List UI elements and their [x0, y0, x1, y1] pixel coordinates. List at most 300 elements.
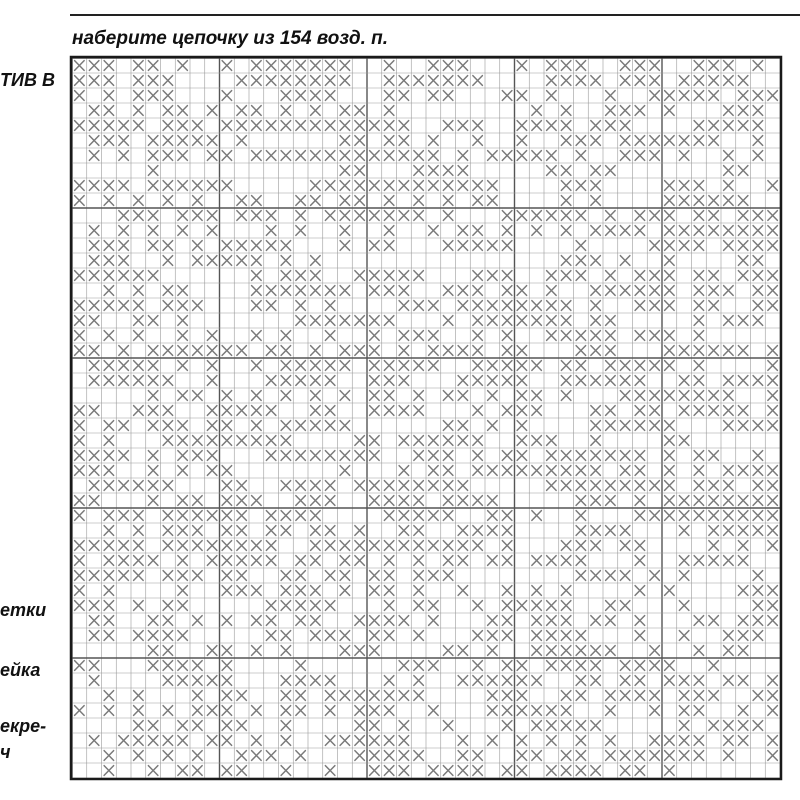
filled-cell-cross — [429, 661, 439, 671]
filled-cell-cross — [178, 571, 188, 581]
filled-cell-cross — [576, 481, 586, 491]
filled-cell-cross — [148, 316, 158, 326]
filled-cell-cross — [738, 676, 748, 686]
filled-cell-cross — [222, 616, 232, 626]
chart-instruction-heading: наберите цепочку из 154 возд. п. — [72, 28, 389, 49]
filled-cell-cross — [104, 466, 114, 476]
filled-cell-cross — [576, 631, 586, 641]
filled-cell-cross — [650, 271, 660, 281]
filled-cell-cross — [738, 226, 748, 236]
filled-cell-cross — [311, 586, 321, 596]
filled-cell-cross — [311, 256, 321, 266]
filled-cell-cross — [635, 766, 645, 776]
filled-cell-cross — [207, 646, 217, 656]
filled-cell-cross — [370, 541, 380, 551]
filled-cell-cross — [768, 211, 778, 221]
filled-cell-cross — [148, 721, 158, 731]
filled-cell-cross — [561, 61, 571, 71]
filled-cell-cross — [709, 226, 719, 236]
filled-cell-cross — [709, 91, 719, 101]
filled-cell-cross — [89, 316, 99, 326]
filled-cell-cross — [193, 661, 203, 671]
filled-cell-cross — [207, 151, 217, 161]
filled-cell-cross — [532, 721, 542, 731]
filled-cell-cross — [458, 556, 468, 566]
filled-cell-cross — [370, 331, 380, 341]
filled-cell-cross — [576, 526, 586, 536]
filled-cell-cross — [340, 466, 350, 476]
filled-cell-cross — [104, 286, 114, 296]
filled-cell-cross — [738, 106, 748, 116]
filled-cell-cross — [193, 211, 203, 221]
filled-cell-cross — [679, 226, 689, 236]
filled-cell-cross — [148, 766, 158, 776]
filled-cell-cross — [370, 616, 380, 626]
filled-cell-cross — [635, 616, 645, 626]
filled-cell-cross — [340, 586, 350, 596]
filled-cell-cross — [178, 286, 188, 296]
filled-cell-cross — [694, 376, 704, 386]
filled-cell-cross — [502, 706, 512, 716]
filled-cell-cross — [724, 376, 734, 386]
filled-cell-cross — [576, 181, 586, 191]
filled-cell-cross — [193, 691, 203, 701]
filled-cell-cross — [178, 106, 188, 116]
filled-cell-cross — [443, 421, 453, 431]
filled-cell-cross — [443, 286, 453, 296]
filled-cell-cross — [75, 706, 85, 716]
filled-cell-cross — [665, 361, 675, 371]
filled-cell-cross — [281, 151, 291, 161]
filled-cell-cross — [547, 706, 557, 716]
filled-cell-cross — [178, 361, 188, 371]
filled-cell-cross — [620, 61, 630, 71]
filled-cell-cross — [709, 721, 719, 731]
filled-cell-cross — [768, 601, 778, 611]
filled-cell-cross — [207, 361, 217, 371]
filled-cell-cross — [148, 661, 158, 671]
filled-cell-cross — [768, 706, 778, 716]
filled-cell-cross — [635, 556, 645, 566]
filled-cell-cross — [104, 571, 114, 581]
filled-cell-cross — [576, 691, 586, 701]
filled-cell-cross — [89, 571, 99, 581]
filled-cell-cross — [429, 181, 439, 191]
filled-cell-cross — [325, 451, 335, 461]
filled-cell-cross — [340, 76, 350, 86]
filled-cell-cross — [384, 181, 394, 191]
filled-cell-cross — [443, 511, 453, 521]
filled-cell-cross — [458, 541, 468, 551]
filled-cell-cross — [679, 556, 689, 566]
filled-cell-cross — [768, 751, 778, 761]
filled-cell-cross — [635, 331, 645, 341]
filled-cell-cross — [547, 661, 557, 671]
filled-cell-cross — [576, 271, 586, 281]
filled-cell-cross — [75, 556, 85, 566]
filled-cell-cross — [134, 196, 144, 206]
filled-cell-cross — [296, 61, 306, 71]
filled-cell-cross — [635, 136, 645, 146]
filled-cell-cross — [281, 526, 291, 536]
filled-cell-cross — [753, 226, 763, 236]
filled-cell-cross — [281, 256, 291, 266]
filled-cell-cross — [709, 286, 719, 296]
filled-cell-cross — [384, 736, 394, 746]
filled-cell-cross — [148, 241, 158, 251]
filled-cell-cross — [532, 106, 542, 116]
filled-cell-cross — [178, 661, 188, 671]
filled-cell-cross — [414, 211, 424, 221]
filled-cell-cross — [768, 241, 778, 251]
filled-cell-cross — [665, 586, 675, 596]
filled-cell-cross — [709, 391, 719, 401]
filled-cell-cross — [679, 526, 689, 536]
filled-cell-cross — [620, 541, 630, 551]
filled-cell-cross — [414, 181, 424, 191]
filled-cell-cross — [266, 451, 276, 461]
filled-cell-cross — [665, 136, 675, 146]
filled-cell-cross — [370, 751, 380, 761]
filled-cell-cross — [724, 511, 734, 521]
filled-cell-cross — [414, 751, 424, 761]
filled-cell-cross — [488, 511, 498, 521]
filled-cell-cross — [163, 121, 173, 131]
filled-cell-cross — [163, 346, 173, 356]
filled-cell-cross — [148, 616, 158, 626]
filled-cell-cross — [222, 406, 232, 416]
filled-cell-cross — [458, 766, 468, 776]
filled-cell-cross — [591, 721, 601, 731]
filled-cell-cross — [532, 436, 542, 446]
filled-cell-cross — [384, 706, 394, 716]
filled-cell-cross — [517, 736, 527, 746]
filled-cell-cross — [443, 436, 453, 446]
filled-cell-cross — [75, 541, 85, 551]
filled-cell-cross — [399, 511, 409, 521]
filled-cell-cross — [650, 136, 660, 146]
filled-cell-cross — [207, 256, 217, 266]
filled-cell-cross — [635, 286, 645, 296]
filled-cell-cross — [384, 766, 394, 776]
filled-cell-cross — [252, 211, 262, 221]
filled-cell-cross — [340, 646, 350, 656]
filled-cell-cross — [738, 196, 748, 206]
filled-cell-cross — [370, 361, 380, 371]
filled-cell-cross — [311, 346, 321, 356]
filled-cell-cross — [370, 631, 380, 641]
filled-cell-cross — [561, 556, 571, 566]
filled-cell-cross — [89, 226, 99, 236]
filled-cell-cross — [576, 466, 586, 476]
filled-cell-cross — [355, 211, 365, 221]
filled-cell-cross — [724, 151, 734, 161]
filled-cell-cross — [532, 706, 542, 716]
filled-cell-cross — [443, 241, 453, 251]
filled-cell-cross — [178, 601, 188, 611]
filled-cell-cross — [429, 616, 439, 626]
filled-cell-cross — [753, 586, 763, 596]
filled-cell-cross — [119, 271, 129, 281]
filled-cell-cross — [665, 751, 675, 761]
filled-cell-cross — [458, 421, 468, 431]
filled-cell-cross — [163, 751, 173, 761]
filled-cell-cross — [252, 391, 262, 401]
filled-cell-cross — [399, 91, 409, 101]
filled-cell-cross — [355, 451, 365, 461]
filled-cell-cross — [237, 196, 247, 206]
filled-cell-cross — [502, 406, 512, 416]
filled-cell-cross — [547, 646, 557, 656]
filled-cell-cross — [635, 76, 645, 86]
filled-cell-cross — [738, 526, 748, 536]
filled-cell-cross — [207, 436, 217, 446]
filled-cell-cross — [193, 121, 203, 131]
filled-cell-cross — [458, 346, 468, 356]
filled-cell-cross — [576, 241, 586, 251]
filled-cell-cross — [458, 751, 468, 761]
filled-cell-cross — [753, 271, 763, 281]
filled-cell-cross — [473, 361, 483, 371]
filled-cell-cross — [547, 616, 557, 626]
filled-cell-cross — [502, 466, 512, 476]
filled-cell-cross — [606, 211, 616, 221]
filled-cell-cross — [694, 706, 704, 716]
filled-cell-cross — [458, 481, 468, 491]
filled-cell-cross — [620, 76, 630, 86]
filled-cell-cross — [296, 91, 306, 101]
filled-cell-cross — [768, 286, 778, 296]
filled-cell-cross — [488, 691, 498, 701]
filled-cell-cross — [311, 526, 321, 536]
filled-cell-cross — [148, 226, 158, 236]
filled-cell-cross — [561, 181, 571, 191]
filled-cell-cross — [193, 391, 203, 401]
filled-cell-cross — [724, 346, 734, 356]
filled-cell-cross — [650, 511, 660, 521]
filled-cell-cross — [281, 286, 291, 296]
side-text-fragment: етки — [0, 600, 47, 620]
filled-cell-cross — [532, 616, 542, 626]
filled-cell-cross — [134, 511, 144, 521]
filled-cell-cross — [620, 256, 630, 266]
filled-cell-cross — [488, 196, 498, 206]
filled-cell-cross — [635, 61, 645, 71]
filled-cell-cross — [665, 511, 675, 521]
filled-cell-cross — [148, 211, 158, 221]
filled-cell-cross — [89, 631, 99, 641]
filled-cell-cross — [502, 631, 512, 641]
filled-cell-cross — [724, 286, 734, 296]
filled-cell-cross — [620, 391, 630, 401]
filled-cell-cross — [606, 376, 616, 386]
filled-cell-cross — [281, 76, 291, 86]
filled-cell-cross — [650, 211, 660, 221]
filled-cell-cross — [650, 361, 660, 371]
filled-cell-cross — [89, 661, 99, 671]
filled-cell-cross — [178, 556, 188, 566]
filled-cell-cross — [665, 181, 675, 191]
filled-cell-cross — [517, 466, 527, 476]
filled-cell-cross — [355, 436, 365, 446]
filled-cell-cross — [75, 586, 85, 596]
filled-cell-cross — [163, 76, 173, 86]
filled-cell-cross — [724, 166, 734, 176]
filled-cell-cross — [473, 376, 483, 386]
filled-cell-cross — [502, 346, 512, 356]
filled-cell-cross — [591, 376, 601, 386]
filled-cell-cross — [340, 136, 350, 146]
filled-cell-cross — [325, 631, 335, 641]
filled-cell-cross — [252, 751, 262, 761]
filled-cell-cross — [296, 691, 306, 701]
filled-cell-cross — [207, 556, 217, 566]
filled-cell-cross — [606, 646, 616, 656]
filled-cell-cross — [178, 541, 188, 551]
filled-cell-cross — [148, 181, 158, 191]
filled-cell-cross — [429, 601, 439, 611]
filled-cell-cross — [443, 466, 453, 476]
filled-cell-cross — [252, 241, 262, 251]
filled-cell-cross — [75, 91, 85, 101]
filled-cell-cross — [252, 421, 262, 431]
filled-cell-cross — [694, 316, 704, 326]
filled-cell-cross — [252, 256, 262, 266]
filled-cell-cross — [443, 496, 453, 506]
filled-cell-cross — [104, 301, 114, 311]
filled-cell-cross — [370, 586, 380, 596]
filled-cell-cross — [296, 226, 306, 236]
filled-cell-cross — [724, 736, 734, 746]
filled-cell-cross — [606, 421, 616, 431]
filled-cell-cross — [384, 676, 394, 686]
filled-cell-cross — [547, 91, 557, 101]
filled-cell-cross — [517, 61, 527, 71]
filled-cell-cross — [694, 691, 704, 701]
filled-cell-cross — [370, 766, 380, 776]
filled-cell-cross — [134, 376, 144, 386]
filled-cell-cross — [266, 151, 276, 161]
filled-cell-cross — [222, 586, 232, 596]
filled-cell-cross — [414, 631, 424, 641]
filled-cell-cross — [193, 571, 203, 581]
filled-cell-cross — [694, 616, 704, 626]
filled-cell-cross — [679, 736, 689, 746]
filled-cell-cross — [89, 61, 99, 71]
filled-cell-cross — [620, 676, 630, 686]
filled-cell-cross — [75, 121, 85, 131]
filled-cell-cross — [296, 421, 306, 431]
filled-cell-cross — [753, 121, 763, 131]
filled-cell-cross — [148, 646, 158, 656]
filled-cell-cross — [237, 556, 247, 566]
filled-cell-cross — [399, 136, 409, 146]
filled-cell-cross — [591, 646, 601, 656]
filled-cell-cross — [591, 766, 601, 776]
filled-cell-cross — [738, 646, 748, 656]
filled-cell-cross — [178, 331, 188, 341]
filled-cell-cross — [281, 271, 291, 281]
filled-cell-cross — [252, 556, 262, 566]
filled-cell-cross — [384, 226, 394, 236]
filled-cell-cross — [458, 391, 468, 401]
filled-cell-cross — [458, 376, 468, 386]
filled-cell-cross — [679, 406, 689, 416]
filled-cell-cross — [606, 496, 616, 506]
filled-cell-cross — [281, 736, 291, 746]
filled-cell-cross — [458, 121, 468, 131]
filled-cell-cross — [148, 361, 158, 371]
filled-cell-cross — [399, 616, 409, 626]
filled-cell-cross — [370, 736, 380, 746]
filled-cell-cross — [458, 736, 468, 746]
filled-cell-cross — [694, 751, 704, 761]
filled-cell-cross — [591, 676, 601, 686]
filled-cell-cross — [89, 346, 99, 356]
filled-cell-cross — [163, 706, 173, 716]
filled-cell-cross — [709, 616, 719, 626]
filled-cell-cross — [252, 271, 262, 281]
filled-cell-cross — [665, 436, 675, 446]
filled-cell-cross — [724, 466, 734, 476]
filled-cell-cross — [561, 301, 571, 311]
filled-cell-cross — [576, 721, 586, 731]
filled-cell-cross — [665, 271, 675, 281]
filled-cell-cross — [104, 331, 114, 341]
filled-cell-cross — [237, 346, 247, 356]
filled-cell-cross — [325, 376, 335, 386]
filled-cell-cross — [148, 556, 158, 566]
filled-cell-cross — [753, 316, 763, 326]
filled-cell-cross — [561, 601, 571, 611]
filled-cell-cross — [724, 481, 734, 491]
filled-cell-cross — [119, 376, 129, 386]
filled-cell-cross — [694, 391, 704, 401]
filled-cell-cross — [547, 466, 557, 476]
filled-cell-cross — [148, 736, 158, 746]
filled-cell-cross — [502, 376, 512, 386]
filled-cell-cross — [75, 316, 85, 326]
filled-cell-cross — [104, 541, 114, 551]
filled-cell-cross — [502, 556, 512, 566]
filled-cell-cross — [679, 706, 689, 716]
filled-cell-cross — [768, 346, 778, 356]
filled-cell-cross — [281, 631, 291, 641]
filled-cell-cross — [325, 736, 335, 746]
filled-cell-cross — [694, 196, 704, 206]
filled-cell-cross — [665, 301, 675, 311]
filled-cell-cross — [547, 736, 557, 746]
filled-cell-cross — [635, 391, 645, 401]
filled-cell-cross — [148, 496, 158, 506]
filled-cell-cross — [399, 436, 409, 446]
filled-cell-cross — [325, 331, 335, 341]
filled-cell-cross — [134, 706, 144, 716]
filled-cell-cross — [207, 421, 217, 431]
filled-cell-cross — [606, 601, 616, 611]
filled-cell-cross — [104, 106, 114, 116]
filled-cell-cross — [606, 331, 616, 341]
filled-cell-cross — [753, 286, 763, 296]
filled-cell-cross — [399, 736, 409, 746]
filled-cell-cross — [134, 286, 144, 296]
filled-cell-cross — [473, 226, 483, 236]
filled-cell-cross — [724, 631, 734, 641]
filled-cell-cross — [709, 196, 719, 206]
filled-cell-cross — [738, 706, 748, 716]
filled-cell-cross — [355, 151, 365, 161]
filled-cell-cross — [724, 646, 734, 656]
